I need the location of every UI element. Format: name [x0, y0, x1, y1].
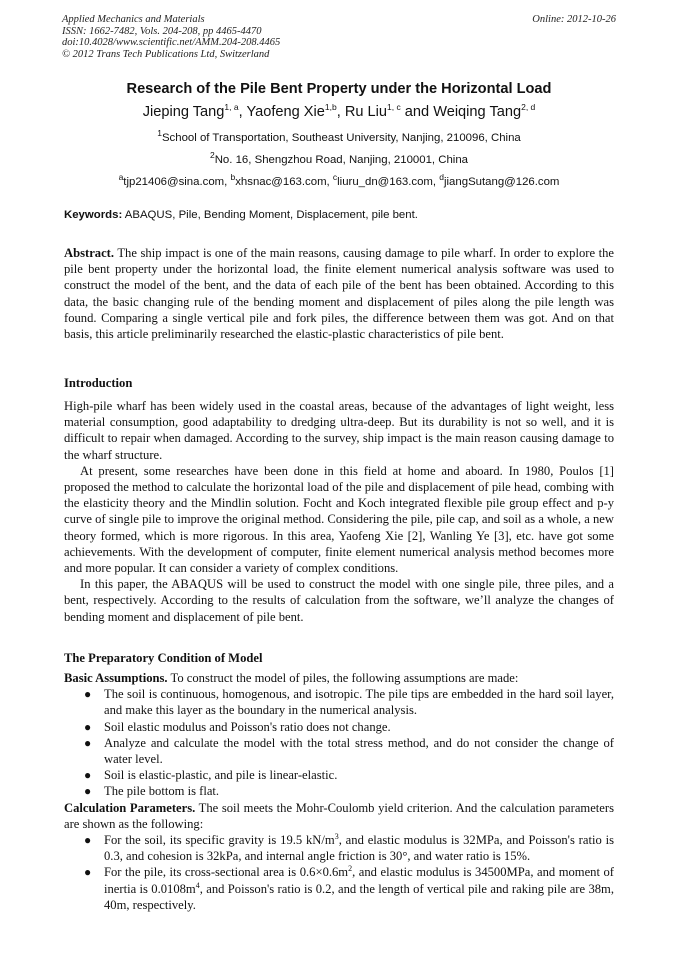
list-item-text: Soil elastic modulus and Poisson's ratio does not change.: [104, 719, 391, 734]
affiliation-text: School of Transportation, Southeast University, Nanjing, 210096, China: [161, 132, 521, 144]
email-sup: d: [439, 172, 444, 183]
affiliation-sup: 2: [209, 150, 215, 161]
email-sup: c: [332, 172, 338, 183]
affiliation-sup: 1: [157, 128, 162, 139]
assumption-list: [64, 686, 614, 799]
author-sup: 1, a: [224, 102, 239, 113]
list-item-text: For the soil, its specific gravity is 19.5 kN/m: [104, 833, 335, 848]
author-sup: 2, d: [521, 102, 536, 113]
affiliation-2: [40, 150, 638, 167]
list-item-text: , and Poisson's ratio is 0.2, and the length of vertical pile and raking pile are 38m, 40m, respectively.: [104, 881, 614, 912]
list-item-text: , and elastic modulus is 34500MPa, and moment of inertia is 0.0108m: [104, 865, 615, 896]
superscript: 2: [348, 864, 353, 874]
keywords-label: Keywords:: [64, 209, 123, 221]
calculation-parameters-text: The soil meets the Mohr-Coulomb yield criterion. And the calculation parameters are shown as the following:: [64, 800, 614, 831]
doi-line: doi:10.4028/www.scientific.net/AMM.204-208.4465: [62, 37, 281, 48]
author-name: Yaofeng Xie: [246, 104, 325, 120]
bullet-icon: ●: [84, 735, 92, 750]
author-sup: 1,b: [324, 102, 337, 113]
online-date: Online: 2012-10-26: [532, 14, 616, 25]
journal-name: Applied Mechanics and Materials: [62, 14, 205, 25]
list-item-text: The soil is continuous, homogenous, and isotropic. The pile tips are embedded in the hard soil layer, and make this layer as the boundary in the numerical analysis.: [104, 687, 614, 718]
list-item: [64, 832, 614, 864]
introduction-body: [64, 398, 614, 625]
paper-title: Research of the Pile Bent Property under the Horizontal Load: [126, 81, 552, 97]
bullet-icon: ●: [84, 768, 92, 783]
abstract-label: Abstract.: [64, 246, 115, 260]
email-sup: b: [230, 172, 236, 183]
author-name: Ru Liu: [344, 104, 388, 120]
affiliation-1: [40, 128, 638, 145]
abstract: [64, 245, 614, 342]
list-item: [64, 864, 614, 913]
affiliation-text: No. 16, Shengzhou Road, Nanjing, 210001, China: [214, 154, 469, 166]
list-item-text: , and elastic modulus is 32MPa, and Poisson's ratio is 0.3, and cohesion is 32kPa, and internal angle friction is 30°, and water ratio is 15%.: [104, 833, 614, 864]
list-item: [64, 686, 614, 718]
bullet-icon: ●: [84, 833, 92, 848]
list-item-text: For the pile, its cross-sectional area is 0.6×0.6m: [104, 865, 349, 880]
list-item-text: Analyze and calculate the model with the total stress method, and do not consider the change of water level.: [104, 735, 614, 767]
list-item: [64, 767, 614, 783]
bullet-icon: ●: [84, 687, 92, 702]
section-heading-preparatory: The Preparatory Condition of Model: [64, 651, 263, 665]
parameter-list: [64, 832, 614, 913]
copyright-line: © 2012 Trans Tech Publications Ltd, Switzerland: [62, 48, 270, 60]
calculation-parameters-label: Calculation Parameters.: [64, 800, 196, 815]
email-line: [40, 172, 638, 189]
author-separator: ,: [238, 104, 247, 120]
basic-assumptions-text: To construct the model of piles, the following assumptions are made:: [167, 671, 519, 685]
paragraph: High-pile wharf has been widely used in the coastal areas, because of the advantages of light weight, less material consumption, good adaptability to dredging ultra-deep. But its durability is not so well, and it is difficult to repair when damaged. According to the survey, ship impact is the main reason causing damage to the wharf structure.: [64, 399, 614, 462]
list-item: [64, 719, 614, 735]
author-separator: and: [400, 104, 434, 120]
bullet-icon: ●: [84, 719, 92, 734]
author-sup: 1, c: [387, 102, 401, 113]
email-link[interactable]: tjp21406@sina.com,: [123, 176, 231, 188]
superscript: 4: [195, 880, 200, 890]
running-header: [62, 14, 616, 60]
keywords: [64, 208, 614, 222]
superscript: 3: [334, 831, 339, 841]
author-name: Jieping Tang: [142, 104, 225, 120]
section-heading-introduction: Introduction: [64, 376, 133, 390]
preparatory-body: [64, 670, 614, 913]
bullet-icon: ●: [84, 784, 92, 799]
email-link[interactable]: xhsnac@163.com,: [235, 176, 333, 188]
abstract-text: The ship impact is one of the main reasons, causing damage to pile wharf. In order to explore the pile bent property under the horizontal load, the finite element numerical analysis software was used to construct the model of the bent, and the data of each pile of the bent has been obtained. According to this data, the basic changing rule of the bending moment and displacement of piles along the pile length was found. Comparing a single vertical pile and fork piles, the difference between them was got. And on that basis, this article preliminarily researched the elastic-plastic characteristics of pile bent.: [64, 246, 614, 342]
list-item-text: The pile bottom is flat.: [104, 784, 220, 799]
list-item: [64, 735, 614, 767]
keywords-text: ABAQUS, Pile, Bending Moment, Displacement, pile bent.: [122, 209, 418, 221]
basic-assumptions-label: Basic Assumptions.: [64, 671, 168, 685]
paragraph: In this paper, the ABAQUS will be used to construct the model with one single pile, three piles, and a bent, respectively. According to the results of calculation from the software, we’ll analyze the changes of bending moment and displacement of pile bent.: [64, 577, 614, 624]
bullet-icon: ●: [84, 865, 92, 880]
author-name: Weiqing Tang: [433, 104, 522, 120]
email-link[interactable]: liuru_dn@163.com,: [337, 176, 440, 188]
list-item: [64, 783, 614, 799]
author-list: [40, 102, 638, 122]
email-link[interactable]: jiangSutang@126.com: [444, 176, 560, 188]
list-item-text: Soil is elastic-plastic, and pile is linear-elastic.: [104, 768, 338, 783]
paragraph: At present, some researches have been done in this field at home and aboard. In 1980, Poulos [1] proposed the method to calculate the horizontal load of the pile and displacement of pile head, combing with the elasticity theory and the Mindlin solution. Focht and Koch integrated flexible pile group effect and p-y curve of single pile to improve the original method. Considering the pile, pile cap, and soil as a whole, a new theory formed, which is more rigorous. In this area, Yaofeng Xie [2], Wanling Ye [3], etc. have got some achievements. With the development of computer, finite element numerical analysis method becomes more and more popular. It can consider a variety of complex conditions.: [64, 463, 614, 576]
issn-line: ISSN: 1662-7482, Vols. 204-208, pp 4465-4470: [62, 25, 262, 37]
author-separator: ,: [336, 104, 345, 120]
email-sup: a: [118, 172, 124, 183]
